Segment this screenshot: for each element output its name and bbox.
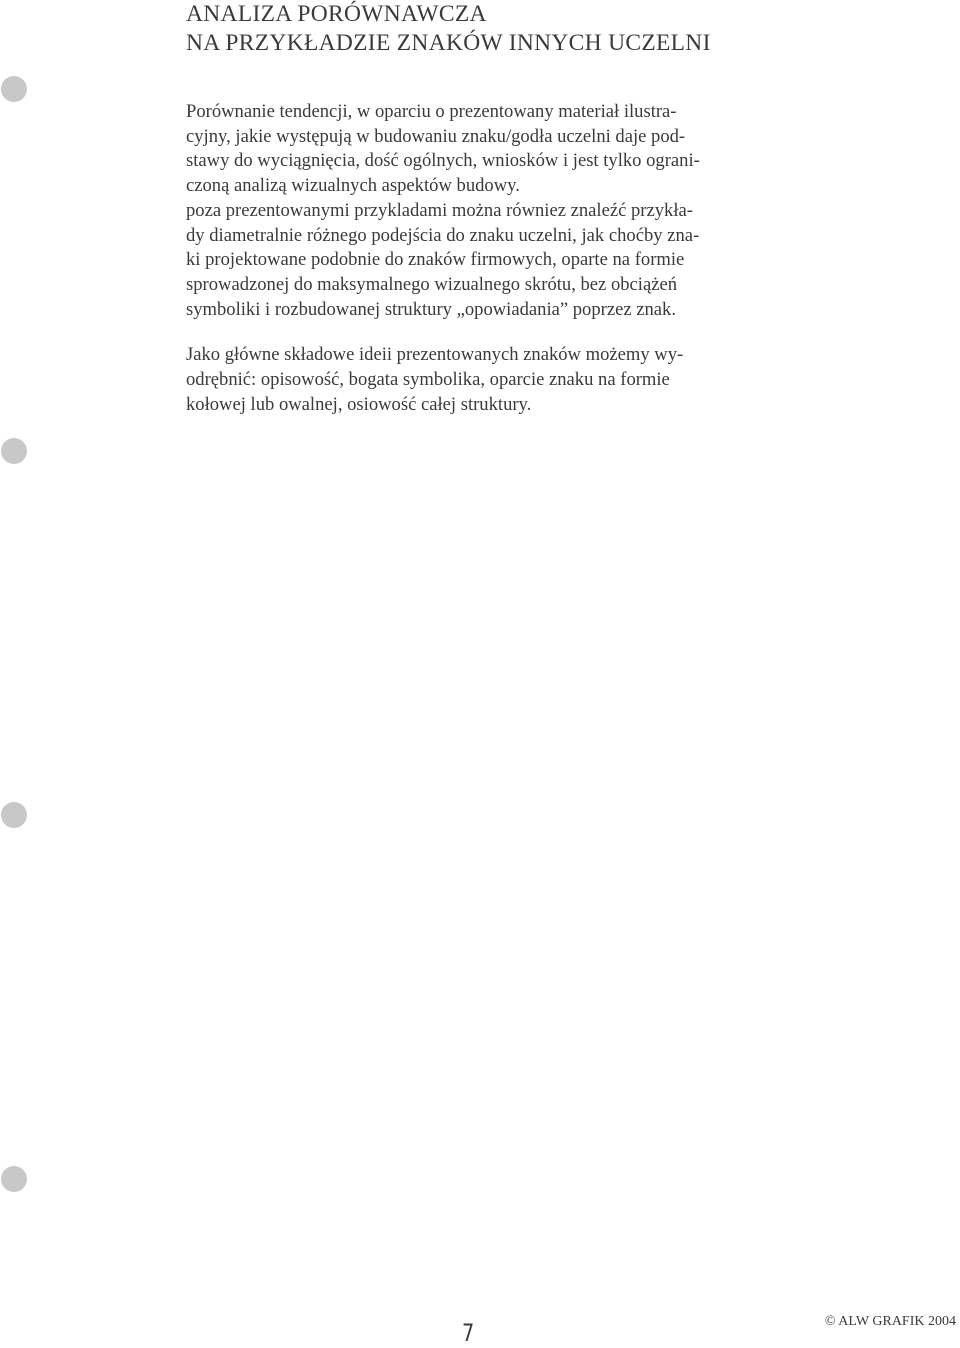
text-line: odrębnić: opisowość, bogata symbolika, oparcie znaku na formie [186, 369, 670, 391]
binder-hole-icon [1, 76, 27, 102]
text-line: sprowadzonej do maksymalnego wizualnego skrótu, bez obciążeń [186, 273, 678, 295]
text-line: ki projektowane podobnie do znaków firmowych, oparte na formie [186, 249, 685, 271]
text-line: Porównanie tendencji, w oparciu o prezentowany materiał ilustra- [186, 101, 677, 122]
text-line: kołowej lub owalnej, osiowość całej struktury. [186, 393, 532, 415]
binder-hole-icon [1, 1166, 27, 1192]
page-title-line-1: ANALIZA PORÓWNAWCZA [186, 1, 487, 27]
binder-hole-icon [1, 438, 27, 464]
page-number: 7 [462, 1319, 475, 1347]
text-line: dy diametralnie różnego podejścia do znaku uczelni, jak choćby zna- [186, 224, 700, 246]
text-line: poza prezentowanymi przykladami można równiez znaleźć przykła- [186, 199, 693, 221]
text-line: Jako główne składowe ideii prezentowanych znaków możemy wy- [186, 344, 684, 366]
text-line: cyjny, jakie występują w budowaniu znaku/godła uczelni daje pod- [186, 125, 686, 147]
copyright-notice: © ALW GRAFIK 2004 [824, 1314, 956, 1329]
binder-hole-icon [1, 802, 27, 828]
text-line: stawy do wyciągnięcia, dość ogólnych, wniosków i jest tylko ograni- [186, 150, 700, 172]
body-text [186, 100, 746, 417]
page-title-line-2: NA PRZYKŁADZIE ZNAKÓW INNYCH UCZELNI [186, 30, 711, 56]
paragraph-intro [186, 100, 746, 322]
paragraph-spacer [186, 322, 746, 343]
text-line: symboliki i rozbudowanej struktury „opowiadania” poprzez znak. [186, 298, 677, 320]
paragraph-conclusion [186, 343, 746, 417]
page-title [186, 0, 926, 58]
text-line: czoną analizą wizualnych aspektów budowy. [186, 175, 520, 197]
